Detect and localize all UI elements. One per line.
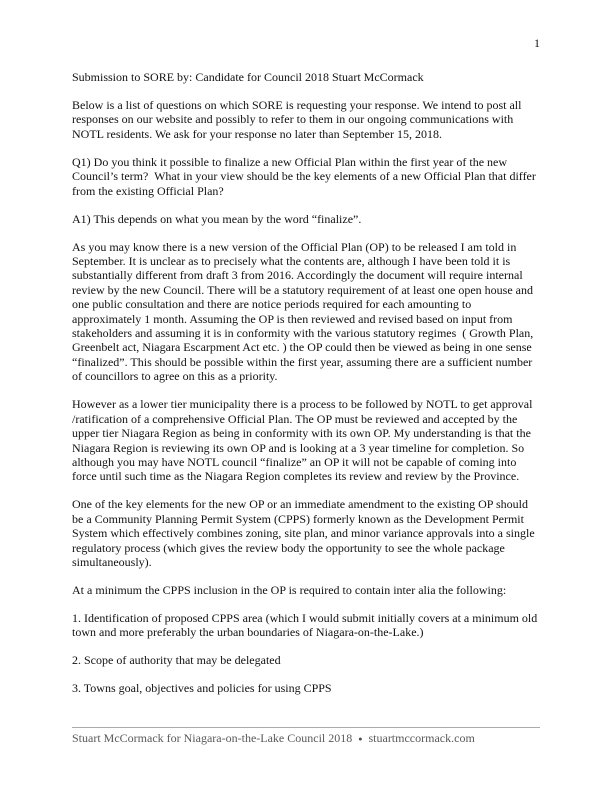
answer-a1: A1) This depends on what you mean by the word “finalize”. — [72, 211, 362, 226]
list-item-3-towns-goal: 3. Towns goal, objectives and policies for using CPPS — [72, 681, 332, 696]
page-number: 1 — [534, 36, 540, 50]
paragraph-lower-tier-process: However as a lower tier municipality there is a process to be followed by NOTL to get approval /ratification of a comprehensive Official Plan. The OP must be reviewed and accepted by the upper tier Niagara Region as being in conformity with its own OP. My understanding is that the Niagara Region is reviewing its own OP and is looking at a 3 year timeline for completion. So although you may have NOTL council “finalize” an OP it will not be capable of coming into force until such time as the Niagara Region completes its review and review by the Province. — [72, 397, 536, 484]
paragraph-intro: Below is a list of questions on which SORE is requesting your response. We intend to post all responses on our website and possibly to refer to them in our ongoing communications with NOTL residents. We ask for your response no later than September 15, 2018. — [72, 98, 525, 141]
paragraph-op-release: As you may know there is a new version of the Official Plan (OP) to be released I am told in September. It is unclear as to precisely what the contents are, although I have been told it is substantially different from draft 3 from 2016. Accordingly the document will require internal review by the new Council. There will be a statutory requirement of at least one open house and one public consultation and there are notice periods required for each amounting to approximately 1 month. Assuming the OP is then reviewed and revised based on input from stakeholders and assuming it is in conformity with the various statutory regimes ( Growth Plan, Greenbelt act, Niagara Escarpment Act etc. ) the OP could then be viewed as being in one sense “finalized”. This should be possible within the first year, assuming there are a sufficient number of councillors to agree on this as a priority. — [72, 239, 537, 384]
document-title: Submission to SORE by: Candidate for Council 2018 Stuart McCormack — [72, 70, 424, 84]
bullet-separator-icon: ● — [358, 734, 363, 743]
list-item-1-cpps-area: 1. Identification of proposed CPPS area (which I would submit initially covers at a minimum old town and more preferably the urban boundaries of Niagara-on-the-Lake.) — [72, 610, 541, 640]
question-q1: Q1) Do you think it possible to finalize a new Official Plan within the first year of the new Council’s term? What in your view should be the key elements of a new Official Plan that differ from the existing Official Plan? — [72, 154, 539, 198]
document-body — [72, 70, 541, 709]
footer-website-text: stuartmccormack.com — [368, 731, 475, 745]
footer-campaign-text: Stuart McCormack for Niagara-on-the-Lake Council 2018 — [72, 731, 353, 745]
paragraph-cpps-requirements-intro: At a minimum the CPPS inclusion in the OP is required to contain inter alia the following: — [72, 582, 507, 597]
page-footer — [72, 727, 540, 746]
list-item-2-scope-of-authority: 2. Scope of authority that may be delegated — [72, 653, 281, 668]
paragraph-cpps-key-element: One of the key elements for the new OP or an immediate amendment to the existing OP should be a Community Planning Permit System (CPPS) formerly known as the Development Permit System which effectively combines zoning, site plan, and minor variance approvals into a single regulatory process (which gives the review body the opportunity to see the whole package simultaneously). — [72, 497, 538, 569]
